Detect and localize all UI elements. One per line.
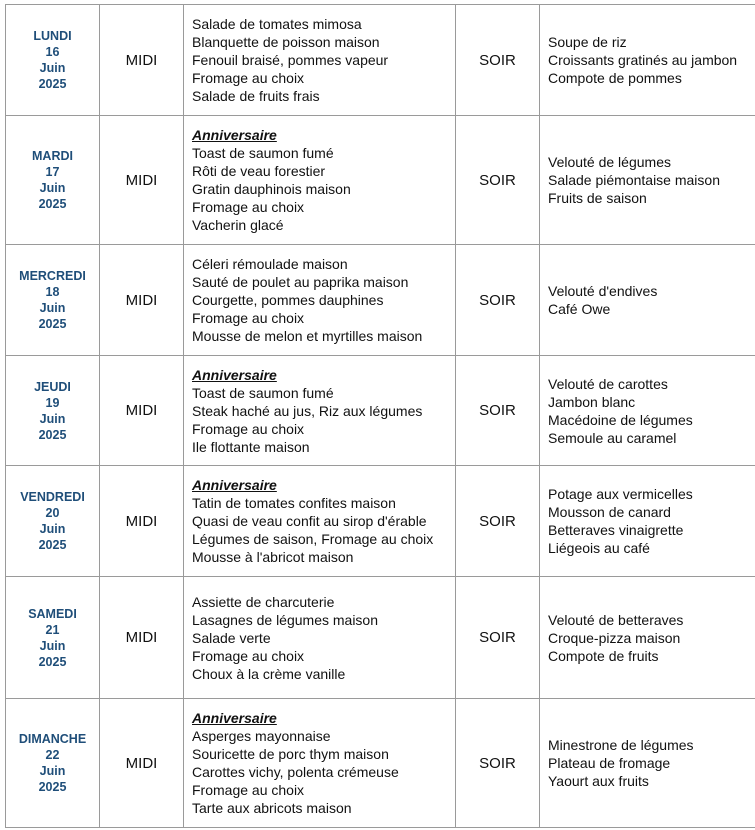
menu-item: Salade de fruits frais [192,88,320,104]
menu-item: Croissants gratinés au jambon [548,52,738,68]
menu-item: Betteraves vinaigrette [548,522,684,538]
anniversary-note: Anniversaire [192,127,277,143]
menu-item: Choux à la crème vanille [192,665,346,682]
dinner-menu [540,577,755,699]
lunch-label: MIDI [100,466,184,577]
day-cell-jeudi [6,356,100,466]
dinner-label: SOIR [456,577,540,699]
menu-item: Fromage au choix [192,70,305,86]
menu-item: Rôti de veau forestier [192,163,326,179]
lunch-menu [184,699,456,828]
day-row [6,577,755,699]
anniversary-note: Anniversaire [192,366,277,383]
menu-item: Fromage au choix [192,420,305,437]
menu-item: Plateau de fromage [548,755,671,771]
day-year: 2025 [38,538,67,552]
day-year: 2025 [38,427,67,442]
day-name: JEUDI [34,379,71,394]
day-date: 19 [45,395,60,410]
day-date: 18 [45,285,60,299]
day-row [6,466,755,577]
day-year: 2025 [38,654,67,669]
dinner-menu [540,116,755,245]
day-row [6,245,755,356]
menu-item: Légumes de saison, Fromage au choix [192,531,434,547]
day-month: Juin [39,638,66,653]
day-name: SAMEDI [28,606,77,621]
menu-item: Macédoine de légumes [548,411,693,428]
menu-item: Jambon blanc [548,393,636,410]
day-year: 2025 [38,77,67,91]
day-date: 20 [45,506,60,520]
day-row [6,116,755,245]
day-date: 21 [45,622,60,637]
menu-item: Semoule au caramel [548,429,677,446]
menu-item: Sauté de poulet au paprika maison [192,274,409,290]
menu-item: Fenouil braisé, pommes vapeur [192,52,389,68]
menu-item: Velouté de légumes [548,154,671,170]
menu-item: Salade verte [192,629,271,646]
day-row [6,356,755,466]
dinner-label: SOIR [456,5,540,116]
day-row [6,699,755,828]
menu-item: Assiette de charcuterie [192,593,335,610]
menu-item: Quasi de veau confit au sirop d'érable [192,513,427,529]
menu-item: Mousse à l'abricot maison [192,549,354,565]
lunch-label: MIDI [100,699,184,828]
lunch-menu [184,116,456,245]
day-month: Juin [39,61,66,75]
menu-item: Asperges mayonnaise [192,728,331,744]
lunch-menu [184,466,456,577]
menu-item: Velouté de betteraves [548,611,684,628]
dinner-menu [540,699,755,828]
menu-item: Tarte aux abricots maison [192,800,352,816]
lunch-label: MIDI [100,356,184,466]
dinner-label: SOIR [456,699,540,828]
menu-item: Lasagnes de légumes maison [192,611,379,628]
day-date: 22 [45,748,60,762]
menu-item: Fruits de saison [548,190,647,206]
menu-item: Compote de fruits [548,647,659,664]
menu-item: Velouté d'endives [548,283,658,299]
menu-item: Fromage au choix [192,199,305,215]
day-row [6,5,755,116]
menu-item: Toast de saumon fumé [192,384,334,401]
menu-item: Mousson de canard [548,504,671,520]
anniversary-note: Anniversaire [192,710,277,726]
lunch-menu [184,356,456,466]
day-month: Juin [39,411,66,426]
menu-item: Carottes vichy, polenta crémeuse [192,764,399,780]
day-name: MARDI [32,149,73,163]
menu-item: Yaourt aux fruits [548,773,649,789]
day-cell-samedi [6,577,100,699]
day-cell-mercredi [6,245,100,356]
dinner-menu [540,356,755,466]
lunch-label: MIDI [100,116,184,245]
dinner-label: SOIR [456,466,540,577]
day-year: 2025 [38,197,67,211]
day-year: 2025 [38,780,67,794]
menu-item: Compote de pommes [548,70,682,86]
lunch-menu [184,245,456,356]
day-cell-lundi [6,5,100,116]
menu-item: Salade piémontaise maison [548,172,720,188]
dinner-label: SOIR [456,356,540,466]
day-month: Juin [39,522,66,536]
menu-item: Céleri rémoulade maison [192,256,348,272]
menu-item: Fromage au choix [192,782,305,798]
day-year: 2025 [38,317,67,331]
dinner-label: SOIR [456,116,540,245]
menu-item: Gratin dauphinois maison [192,181,351,197]
day-cell-vendredi [6,466,100,577]
menu-item: Salade de tomates mimosa [192,16,362,32]
lunch-menu [184,5,456,116]
menu-item: Liégeois au café [548,540,650,556]
anniversary-note: Anniversaire [192,477,277,493]
day-month: Juin [39,301,66,315]
weekly-menu-table [5,4,755,828]
day-name: MERCREDI [19,269,86,283]
lunch-label: MIDI [100,245,184,356]
day-cell-mardi [6,116,100,245]
menu-item: Velouté de carottes [548,375,668,392]
menu-item: Steak haché au jus, Riz aux légumes [192,402,423,419]
day-cell-dimanche [6,699,100,828]
menu-item: Tatin de tomates confites maison [192,495,396,511]
dinner-label: SOIR [456,245,540,356]
day-name: LUNDI [33,29,72,43]
menu-item: Croque-pizza maison [548,629,681,646]
menu-item: Café Owe [548,301,611,317]
menu-item: Fromage au choix [192,647,305,664]
day-date: 16 [45,45,60,59]
day-month: Juin [39,764,66,778]
menu-item: Potage aux vermicelles [548,486,693,502]
menu-item: Vacherin glacé [192,217,284,233]
dinner-menu [540,466,755,577]
dinner-menu [540,5,755,116]
menu-item: Fromage au choix [192,310,305,326]
lunch-label: MIDI [100,577,184,699]
menu-item: Ile flottante maison [192,438,310,455]
menu-item: Minestrone de légumes [548,737,694,753]
lunch-label: MIDI [100,5,184,116]
day-name: VENDREDI [20,490,85,504]
menu-item: Blanquette de poisson maison [192,34,380,50]
day-date: 17 [45,165,60,179]
day-name: DIMANCHE [18,732,87,746]
menu-item: Souricette de porc thym maison [192,746,389,762]
menu-item: Soupe de riz [548,34,627,50]
dinner-menu [540,245,755,356]
menu-item: Courgette, pommes dauphines [192,292,384,308]
day-month: Juin [39,181,66,195]
menu-item: Mousse de melon et myrtilles maison [192,328,423,344]
lunch-menu [184,577,456,699]
menu-item: Toast de saumon fumé [192,145,334,161]
